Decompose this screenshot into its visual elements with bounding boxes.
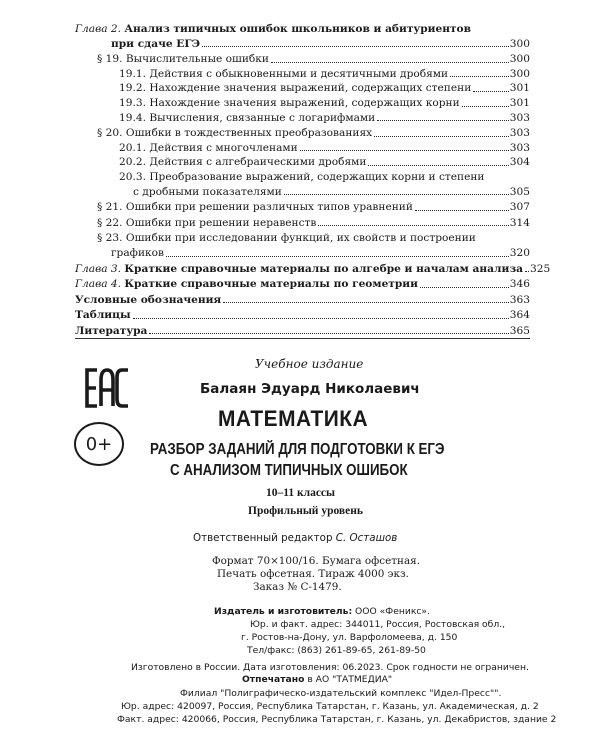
toc-page-number: 307 <box>509 201 530 214</box>
toc-leader-dots <box>133 318 509 319</box>
toc-leader-dots <box>271 62 509 63</box>
toc-entry-title: Литература <box>75 324 148 337</box>
toc-page-number: 300 <box>509 67 530 80</box>
toc-entry-title-cont: с дробными показателями <box>133 185 282 198</box>
toc-chapter-label: Глава 2. <box>75 23 122 35</box>
toc-entry-s23[interactable] <box>75 231 530 246</box>
printed-label: Отпечатано <box>242 674 305 685</box>
toc-page-number: 305 <box>509 185 530 198</box>
toc-entry-title-cont: графиков <box>111 246 164 259</box>
toc-entry-title: Условные обозначения <box>75 293 222 306</box>
toc-leader-dots <box>462 106 509 107</box>
toc-entry-title: Краткие справочные материалы по алгебре и началам анализа <box>124 262 523 275</box>
toc-chapter-label: Глава 4. <box>75 278 122 291</box>
publisher-phone: Тел/факс: (863) 261-89-65, 261-89-50 <box>247 645 426 656</box>
publisher-address1: Юр. и факт. адрес: 344011, Россия, Ростовская обл., <box>250 619 506 630</box>
toc-page-number: 303 <box>509 141 530 154</box>
toc-leader-dots <box>415 210 509 211</box>
toc-entry-symbols[interactable] <box>75 293 530 308</box>
toc-entry-title: Краткие справочные материалы по геометрии <box>124 278 419 291</box>
toc-page-number: 314 <box>509 216 530 229</box>
toc-entry-title: 19.1. Действия с обыкновенными и десятичными дробями <box>119 67 449 80</box>
toc-entry-title: 20.2. Действия с алгебраическими дробями <box>119 156 367 169</box>
toc-entry-title: § 19. Вычислительные ошибки <box>97 53 269 66</box>
toc-entry-s20[interactable] <box>75 126 530 141</box>
toc-entry-s19[interactable] <box>75 52 530 67</box>
printer-actual-address: Факт. адрес: 420066, Россия, Республика Татарстан, г. Казань, ул. Декабристов, здание 2 <box>117 714 557 725</box>
book-title: МАТЕМАТИКА <box>218 406 369 431</box>
toc-entry-s19-3[interactable] <box>75 96 530 111</box>
print-run: Печать офсетная. Тираж 4000 экз. <box>217 568 409 580</box>
toc-entry-s20-3-cont[interactable] <box>75 185 530 200</box>
toc-leader-dots <box>223 302 509 303</box>
editor-label: Ответственный редактор <box>193 532 333 544</box>
toc-entry-title: § 22. Ошибки при решении неравенств <box>97 216 317 229</box>
toc-leader-dots <box>374 136 509 137</box>
toc-entry-title: 20.1. Действия с многочленами <box>119 141 298 154</box>
toc-entry-s20-1[interactable] <box>75 141 530 156</box>
toc-leader-dots <box>149 333 508 334</box>
toc-page-number: 303 <box>509 111 530 124</box>
toc-page-number: 365 <box>509 324 530 337</box>
toc-entry-chapter-3[interactable] <box>75 262 551 277</box>
book-author: Балаян Эдуард Николаевич <box>200 381 420 397</box>
print-format: Формат 70×100/16. Бумага офсетная. <box>212 555 421 567</box>
toc-leader-dots <box>318 225 508 226</box>
toc-entry-s19-2[interactable] <box>75 81 530 96</box>
toc-entry-title: 20.3. Преобразование выражений, содержащих корни и степени <box>119 170 485 183</box>
toc-entry-chapter-4[interactable] <box>75 277 530 292</box>
toc-page-number: 301 <box>509 82 530 95</box>
toc-entry-title: § 20. Ошибки в тождественных преобразованиях <box>97 127 373 140</box>
book-subtitle-line1: РАЗБОР ЗАДАНИЙ ДЛЯ ПОДГОТОВКИ К ЕГЭ <box>150 441 445 458</box>
toc-entry-s22[interactable] <box>75 216 530 231</box>
toc-entry-title: 19.2. Нахождение значения выражений, содержащих степени <box>119 82 472 95</box>
toc-entry-s20-3[interactable] <box>75 170 530 185</box>
table-of-contents <box>75 22 551 338</box>
order-number: Заказ № С-1479. <box>253 581 342 593</box>
responsible-editor <box>193 532 397 544</box>
toc-leader-dots <box>284 194 509 195</box>
toc-entry-s20-2[interactable] <box>75 155 530 170</box>
toc-page-number: 320 <box>509 246 530 259</box>
toc-leader-dots <box>525 271 529 272</box>
toc-entry-chapter-2[interactable] <box>75 22 530 37</box>
toc-entry-title: § 23. Ошибки при исследовании функций, их свойств и построении <box>97 232 476 245</box>
toc-entry-s19-1[interactable] <box>75 67 530 82</box>
printed-at-line <box>242 674 392 685</box>
eac-mark-icon <box>84 368 130 408</box>
toc-page-number: 300 <box>509 37 530 50</box>
toc-entry-title: § 21. Ошибки при решении различных типов уравнений <box>97 201 413 214</box>
toc-entry-literature[interactable] <box>75 324 530 339</box>
toc-leader-dots <box>473 91 509 92</box>
toc-page-number: 300 <box>509 53 530 66</box>
toc-leader-dots <box>368 165 508 166</box>
toc-leader-dots <box>202 46 509 47</box>
toc-entry-title: 19.4. Вычисления, связанные с логарифмами <box>119 111 376 124</box>
publisher-label: Издатель и изготовитель: <box>214 606 353 617</box>
toc-leader-dots <box>377 120 509 121</box>
toc-entry-s21[interactable] <box>75 200 530 215</box>
toc-entry-title: 19.3. Нахождение значения выражений, содержащих корни <box>119 96 460 109</box>
made-in-line: Изготовлено в России. Дата изготовления: 06.2023. Срок годности не ограничен. <box>131 662 529 673</box>
toc-entry-tables[interactable] <box>75 308 530 323</box>
toc-page-number: 364 <box>509 309 530 322</box>
printer-branch: Филиал "Полиграфическо-издательский комплекс "Идел-Пресс"". <box>180 688 502 699</box>
toc-entry-s19-4[interactable] <box>75 111 530 126</box>
toc-entry-title: Таблицы <box>75 309 131 322</box>
book-subtitle-line2: С АНАЛИЗОМ ТИПИЧНЫХ ОШИБОК <box>170 462 408 479</box>
toc-page-number: 325 <box>529 262 551 275</box>
toc-page-number: 304 <box>509 156 530 169</box>
toc-page-number: 301 <box>509 96 530 109</box>
toc-leader-dots <box>420 287 509 288</box>
printer-legal-address: Юр. адрес: 420097, Россия, Республика Татарстан, г. Казань, ул. Академическая, д. 2 <box>121 701 539 712</box>
toc-entry-title-cont: при сдаче ЕГЭ <box>111 37 201 50</box>
publisher-address2: г. Ростов-на-Дону, ул. Варфоломеева, д. 150 <box>241 632 458 643</box>
book-level: Профильный уровень <box>248 505 363 517</box>
toc-leader-dots <box>450 76 509 77</box>
toc-page-number: 363 <box>509 293 530 306</box>
book-grades: 10–11 классы <box>266 487 336 499</box>
publisher-name: ООО «Феникс». <box>355 606 430 617</box>
toc-chapter-label: Глава 3. <box>75 262 122 275</box>
toc-entry-s23-cont[interactable] <box>75 246 530 261</box>
toc-leader-dots <box>166 256 509 257</box>
section-divider <box>75 338 530 339</box>
toc-page-number: 303 <box>509 127 530 140</box>
toc-entry-chapter-2-cont[interactable] <box>75 37 530 52</box>
toc-entry-title: Анализ типичных ошибок школьников и абитуриентов <box>124 23 471 35</box>
printed-at: в АО "ТАТМЕДИА" <box>307 674 393 685</box>
toc-leader-dots <box>300 150 509 151</box>
publisher-line <box>214 606 430 617</box>
edition-type: Учебное издание <box>255 357 364 371</box>
editor-name: С. Осташов <box>335 532 398 544</box>
age-rating-badge: 0+ <box>74 422 124 466</box>
toc-page-number: 346 <box>509 278 530 291</box>
